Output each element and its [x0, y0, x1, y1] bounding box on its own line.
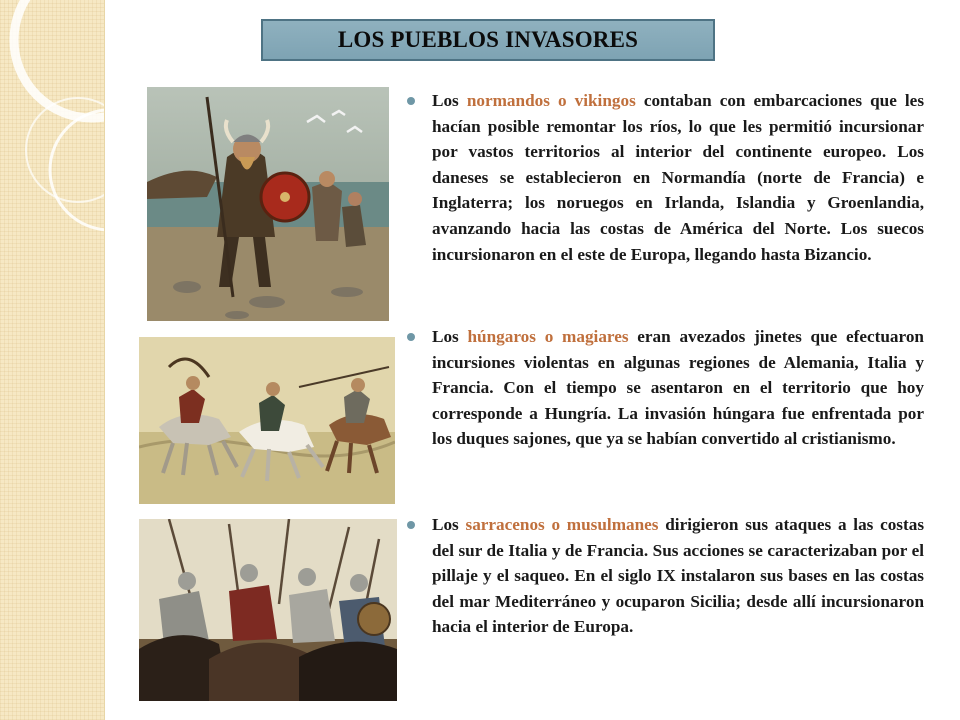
- paragraph-hungarians: [432, 324, 924, 452]
- paragraph-saracens-body: dirigieron sus ataques a las costas del sur de Italia y de Francia. Sus acciones se caracterizaban por el pillaje y el saqueo. En el siglo IX instalaron sus bases en las costas del mar Mediterráneo y ocuparon Sicilia; desde allí incursionaron hacia el interior de Europa.: [432, 515, 925, 637]
- paragraph-saracens: [432, 512, 924, 640]
- page-title: LOS PUEBLOS INVASORES: [337, 27, 639, 52]
- paragraph-saracens-lead: Los: [432, 515, 466, 534]
- hungarian-horsemen-illustration: [139, 337, 395, 504]
- bullet-icon: [407, 333, 415, 341]
- title-box: [261, 19, 715, 61]
- saracen-cavalry-illustration: [139, 519, 397, 701]
- decorative-side-strip: [0, 0, 105, 720]
- paragraph-vikings-lead: Los: [432, 91, 467, 110]
- highlight-vikings: normandos o vikingos: [466, 91, 636, 110]
- bullet-icon: [407, 97, 415, 105]
- paragraph-hungarians-body: eran avezados jinetes que efectuaron incursiones violentas en algunas regiones de Alemania, Italia y Francia. Con el tiempo se asentaron en el territorio que hoy corresponde a Hungría. La invasión húngara fue enfrentada por los duques sajones, que ya se habían convertido al cristianismo.: [432, 327, 924, 449]
- highlight-saracens: sarracenos o musulmanes: [465, 515, 659, 534]
- highlight-hungarians: húngaros o magiares: [467, 327, 629, 346]
- paragraph-hungarians-lead: Los: [432, 327, 468, 346]
- bullet-icon: [407, 521, 415, 529]
- paragraph-vikings-body: contaban con embarcaciones que les hacían posible remontar los ríos, lo que les permitió incursionar por vastos territorios al interior del continente europeo. Los daneses se establecieron en Normandía (norte de Francia) e Inglaterra; los noruegos en Irlanda, Islandia y Groenlandia, avanzando hacia las costas de América del Norte. Los suecos incursionaron en el este de Europa, llegando hasta Bizancio.: [432, 91, 925, 264]
- paragraph-vikings: [432, 88, 924, 267]
- decorative-circles: [0, 0, 104, 720]
- vikings-illustration: [147, 87, 389, 321]
